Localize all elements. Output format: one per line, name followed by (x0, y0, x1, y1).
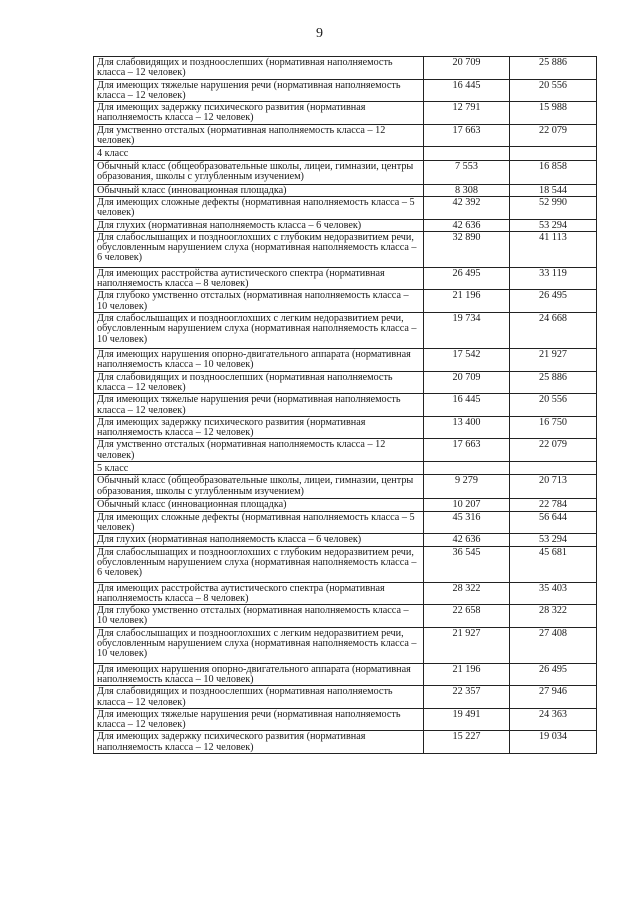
table-row (94, 196, 597, 219)
table-row (94, 546, 597, 582)
row-label: Для глухих (нормативная наполняемость класса – 6 человек) (94, 219, 424, 231)
row-label: Для имеющих тяжелые нарушения речи (нормативная наполняемость класса – 12 человек) (94, 394, 424, 417)
row-value-1 (424, 147, 510, 160)
row-value-1: 42 392 (424, 196, 510, 219)
row-value-1: 13 400 (424, 416, 510, 439)
row-value-2: 52 990 (510, 196, 597, 219)
table-body (94, 57, 597, 754)
row-label: Для имеющих тяжелые нарушения речи (нормативная наполняемость класса – 12 человек) (94, 79, 424, 102)
table-row (94, 124, 597, 147)
row-label: Для имеющих расстройства аутистического спектра (нормативная наполняемость класса – 8 человек) (94, 582, 424, 605)
row-label: Обычный класс (инновационная площадка) (94, 499, 424, 511)
row-value-1: 20 709 (424, 57, 510, 80)
row-value-2: 22 784 (510, 499, 597, 511)
row-value-2: 27 408 (510, 627, 597, 663)
row-value-1: 21 196 (424, 290, 510, 313)
table-row (94, 57, 597, 80)
row-label: Для слабослышащих и позднооглохших с глубоким недоразвитием речи, обусловленным нарушением слуха (нормативная наполняемость класса – 6 человек) (94, 546, 424, 582)
row-label: Для умственно отсталых (нормативная наполняемость класса – 12 человек) (94, 439, 424, 462)
row-value-2: 15 988 (510, 102, 597, 125)
table-row (94, 499, 597, 511)
row-value-1: 17 663 (424, 124, 510, 147)
row-value-2: 27 946 (510, 686, 597, 709)
row-value-1: 10 207 (424, 499, 510, 511)
table-row (94, 184, 597, 196)
row-label: Для глубоко умственно отсталых (нормативная наполняемость класса – 10 человек) (94, 290, 424, 313)
row-value-2: 24 668 (510, 313, 597, 349)
row-label: Для имеющих сложные дефекты (нормативная наполняемость класса – 5 человек) (94, 196, 424, 219)
row-label: 5 класс (94, 462, 424, 475)
row-label: Для имеющих нарушения опорно-двигательного аппарата (нормативная наполняемость класса – 10 человек) (94, 663, 424, 686)
table-row (94, 686, 597, 709)
table-row (94, 663, 597, 686)
table-row (94, 439, 597, 462)
table-row (94, 102, 597, 125)
row-value-2: 28 322 (510, 605, 597, 628)
table-row (94, 627, 597, 663)
data-table (93, 56, 597, 754)
row-value-2: 33 119 (510, 267, 597, 290)
row-value-1: 28 322 (424, 582, 510, 605)
row-label: Для слабослышащих и позднооглохших с глубоким недоразвитием речи, обусловленным нарушением слуха (нормативная наполняемость класса – 6 человек) (94, 231, 424, 267)
row-label: Для слабослышащих и позднооглохших с легким недоразвитием речи, обусловленным нарушением слуха (нормативная наполняемость класса – 10 человек) (94, 313, 424, 349)
row-value-2: 26 495 (510, 663, 597, 686)
row-value-2 (510, 147, 597, 160)
row-value-2: 24 363 (510, 708, 597, 731)
row-label: Для слабовидящих и поздноослепших (нормативная наполняемость класса – 12 человек) (94, 57, 424, 80)
row-value-1: 7 553 (424, 160, 510, 184)
row-label: Для имеющих тяжелые нарушения речи (нормативная наполняемость класса – 12 человек) (94, 708, 424, 731)
row-label: Для слабослышащих и позднооглохших с легким недоразвитием речи, обусловленным нарушением слуха (нормативная наполняемость класса – 10 человек) (94, 627, 424, 663)
row-label: Для имеющих сложные дефекты (нормативная наполняемость класса – 5 человек) (94, 511, 424, 534)
row-value-2: 41 113 (510, 231, 597, 267)
row-value-2: 20 713 (510, 475, 597, 499)
row-value-1: 19 734 (424, 313, 510, 349)
row-value-2: 19 034 (510, 731, 597, 754)
row-value-1: 19 491 (424, 708, 510, 731)
row-value-2: 25 886 (510, 57, 597, 80)
row-value-1: 16 445 (424, 79, 510, 102)
row-label: Для имеющих задержку психического развития (нормативная наполняемость класса – 12 человек) (94, 102, 424, 125)
row-value-2: 56 644 (510, 511, 597, 534)
row-value-1: 17 663 (424, 439, 510, 462)
row-label: Для слабовидящих и поздноослепших (нормативная наполняемость класса – 12 человек) (94, 686, 424, 709)
row-value-1: 36 545 (424, 546, 510, 582)
row-value-1: 8 308 (424, 184, 510, 196)
row-value-2: 25 886 (510, 371, 597, 394)
table-row (94, 160, 597, 184)
table-row (94, 605, 597, 628)
row-value-2: 21 927 (510, 349, 597, 372)
page-number: 9 (316, 26, 323, 41)
row-value-2: 20 556 (510, 79, 597, 102)
table-row (94, 731, 597, 754)
row-value-1: 45 316 (424, 511, 510, 534)
table-row (94, 582, 597, 605)
row-value-2: 16 750 (510, 416, 597, 439)
table-row (94, 371, 597, 394)
row-label: 4 класс (94, 147, 424, 160)
table-row (94, 534, 597, 546)
row-value-1: 21 927 (424, 627, 510, 663)
row-value-1: 42 636 (424, 534, 510, 546)
row-value-1: 21 196 (424, 663, 510, 686)
row-value-1: 17 542 (424, 349, 510, 372)
table-row (94, 416, 597, 439)
row-value-2 (510, 462, 597, 475)
row-value-2: 18 544 (510, 184, 597, 196)
row-label: Обычный класс (инновационная площадка) (94, 184, 424, 196)
row-value-2: 35 403 (510, 582, 597, 605)
row-value-1: 12 791 (424, 102, 510, 125)
row-value-1: 22 658 (424, 605, 510, 628)
row-value-2: 16 858 (510, 160, 597, 184)
row-label: Обычный класс (общеобразовательные школы, лицеи, гимназии, центры образования, школы с углубленным изучением) (94, 475, 424, 499)
table-row (94, 147, 597, 160)
row-value-2: 53 294 (510, 219, 597, 231)
table-row (94, 290, 597, 313)
row-label: Для слабовидящих и поздноослепших (нормативная наполняемость класса – 12 человек) (94, 371, 424, 394)
row-value-1: 20 709 (424, 371, 510, 394)
row-label: Для глухих (нормативная наполняемость класса – 6 человек) (94, 534, 424, 546)
table-row (94, 231, 597, 267)
row-value-2: 22 079 (510, 124, 597, 147)
row-label: Для имеющих задержку психического развития (нормативная наполняемость класса – 12 человек) (94, 731, 424, 754)
table-row (94, 394, 597, 417)
row-value-2: 45 681 (510, 546, 597, 582)
row-value-2: 20 556 (510, 394, 597, 417)
table-row (94, 511, 597, 534)
row-value-1 (424, 462, 510, 475)
table-row (94, 79, 597, 102)
table-row (94, 313, 597, 349)
row-value-1: 22 357 (424, 686, 510, 709)
row-value-2: 22 079 (510, 439, 597, 462)
row-value-1: 15 227 (424, 731, 510, 754)
table-row (94, 475, 597, 499)
row-label: Для умственно отсталых (нормативная наполняемость класса – 12 человек) (94, 124, 424, 147)
table-row (94, 267, 597, 290)
row-label: Для имеющих нарушения опорно-двигательного аппарата (нормативная наполняемость класса – 10 человек) (94, 349, 424, 372)
row-value-2: 26 495 (510, 290, 597, 313)
row-value-1: 16 445 (424, 394, 510, 417)
row-label: Обычный класс (общеобразовательные школы, лицеи, гимназии, центры образования, школы с углубленным изучением) (94, 160, 424, 184)
row-value-1: 26 495 (424, 267, 510, 290)
table-row (94, 708, 597, 731)
row-value-1: 42 636 (424, 219, 510, 231)
row-label: Для глубоко умственно отсталых (нормативная наполняемость класса – 10 человек) (94, 605, 424, 628)
row-label: Для имеющих расстройства аутистического спектра (нормативная наполняемость класса – 8 человек) (94, 267, 424, 290)
table-row (94, 219, 597, 231)
row-label: Для имеющих задержку психического развития (нормативная наполняемость класса – 12 человек) (94, 416, 424, 439)
table-row (94, 462, 597, 475)
row-value-1: 9 279 (424, 475, 510, 499)
row-value-2: 53 294 (510, 534, 597, 546)
table-row (94, 349, 597, 372)
row-value-1: 32 890 (424, 231, 510, 267)
